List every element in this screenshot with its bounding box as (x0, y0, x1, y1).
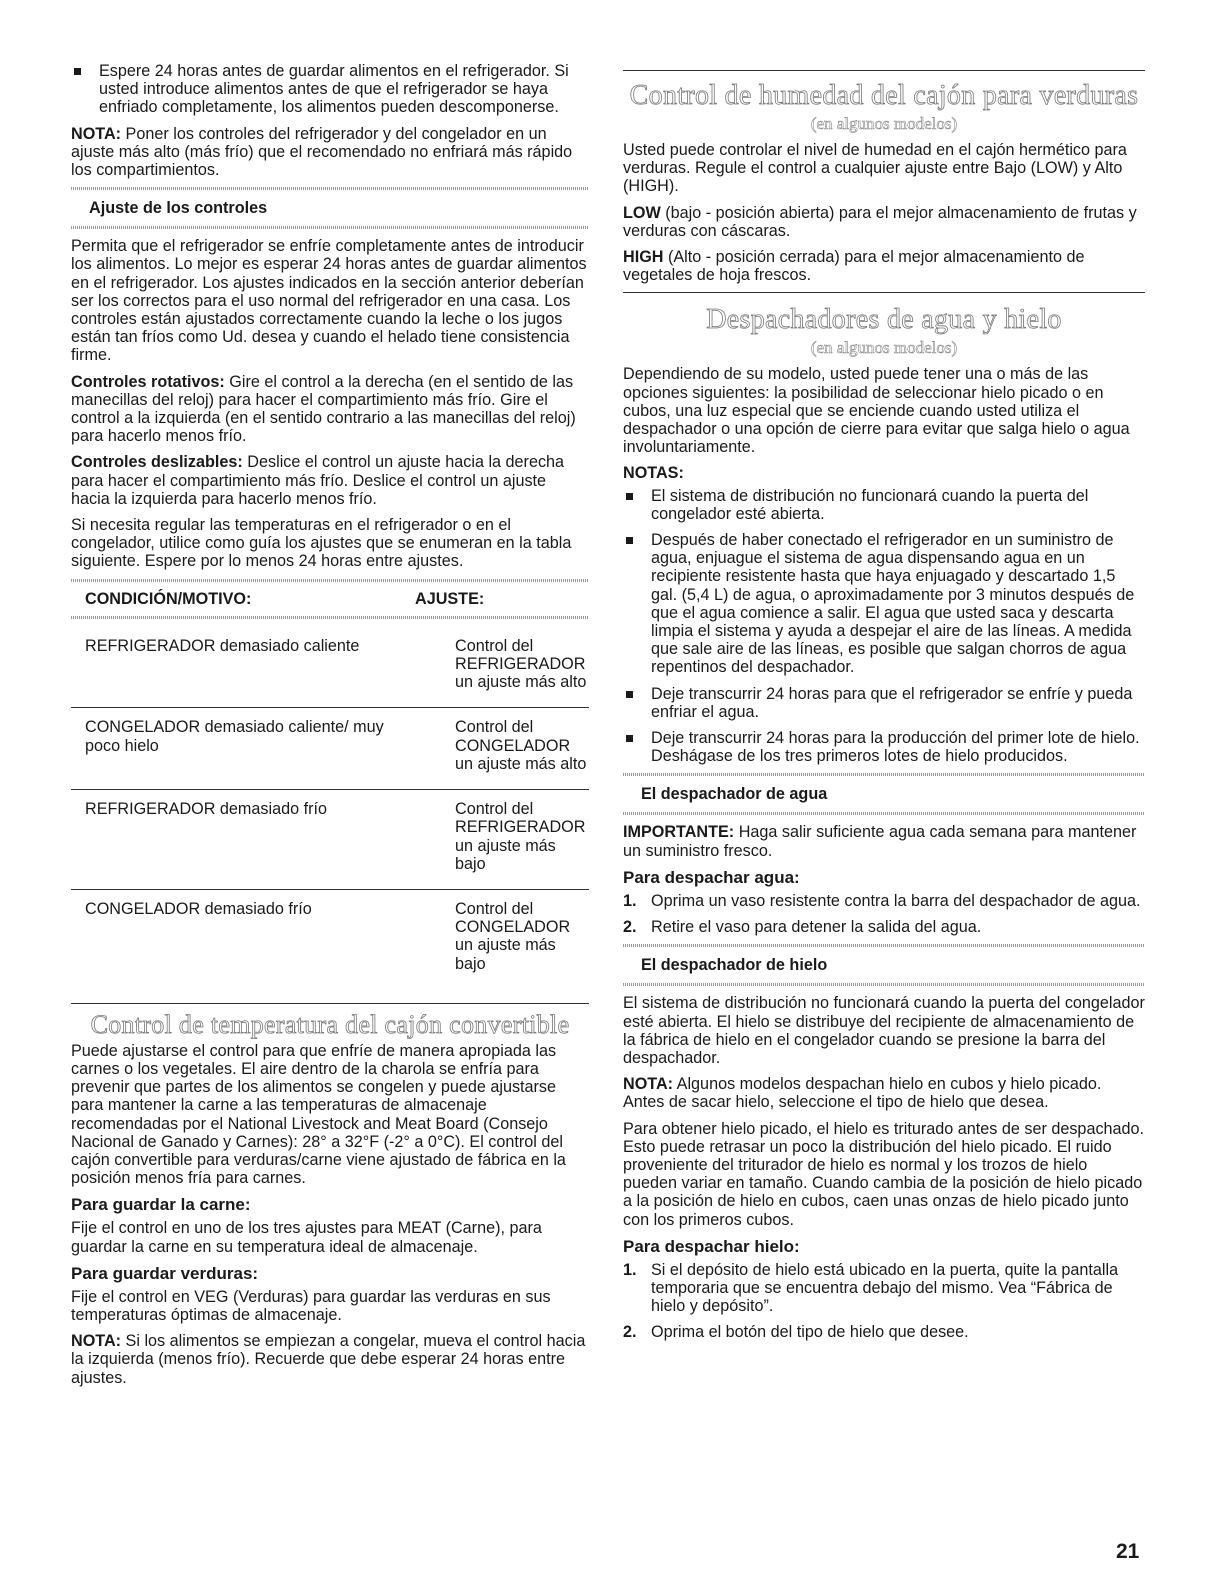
bullet-item (71, 62, 589, 117)
table-cell-ajuste (455, 790, 589, 890)
nota-label: NOTA: (71, 1332, 122, 1351)
dotted-divider (71, 226, 589, 229)
ajuste-line: un ajuste más bajo (455, 836, 556, 873)
deslizables-paragraph (71, 453, 589, 508)
low-label: LOW (623, 203, 661, 222)
nota-label: NOTA: (623, 1075, 674, 1094)
ajuste-line: CONGELADOR (455, 918, 571, 937)
paragraph: Si necesita regular las temperaturas en el refrigerador o en el congelador, utilice como guía los ajustes que se enumeran en la tabla siguiente. Espere por lo menos 24 horas entre ajustes. (71, 516, 572, 571)
despachar-agua-heading: Para despachar agua: (623, 867, 800, 887)
paragraph: Dependiendo de su modelo, usted puede tener una o más de las opciones siguientes: la posibilidad de seleccionar hielo picado o en cubos, una luz especial que se enciende cuando usted utiliza el despachador o una opción de cierre para evitar que salga hielo o agua involuntariamente. (623, 365, 1130, 457)
section-title-convertible: Control de temperatura del cajón convertible (90, 1009, 570, 1039)
step-text: Oprima el botón del tipo de hielo que desee. (651, 1323, 969, 1342)
bullet-item (623, 531, 1145, 677)
page-number: 21 (1116, 1540, 1140, 1563)
dotted-divider (71, 579, 589, 582)
carne-heading: Para guardar la carne: (71, 1195, 251, 1215)
section-rule (623, 70, 1145, 71)
numbered-step (623, 1323, 1145, 1341)
nota-paragraph (71, 125, 589, 180)
table-row (71, 708, 589, 790)
rotativos-paragraph (71, 373, 589, 446)
bullet-item (623, 729, 1145, 765)
section-heading-agua: El despachador de agua (641, 785, 828, 804)
paragraph: Permita que el refrigerador se enfríe completamente antes de introducir los alimentos. Lo mejor es esperar 24 horas antes de guardar alimentos en el refrigerador. Los ajustes indicados en la sección anterior deberían ser los correctos para el uso normal del refrigerador en una casa. Los controles están ajustados correctamente cuando la leche o los jugos están tan fríos como Ud. desea y cuando el helado tiene consistencia firme. (71, 237, 587, 365)
high-paragraph (623, 248, 1145, 284)
table-row (71, 889, 589, 1003)
importante-label: IMPORTANTE: (623, 823, 735, 842)
table-row (71, 790, 589, 890)
nota-text: Poner los controles del refrigerador y del congelador en un ajuste más alto (más frío) que el recomendado no enfriará más rápido los compartimientos. (71, 124, 573, 180)
ajuste-line: un ajuste más alto (455, 754, 587, 773)
despachar-hielo-heading: Para despachar hielo: (623, 1236, 800, 1256)
notas-label (623, 464, 1145, 482)
paragraph: Puede ajustarse el control para que enfríe de manera apropiada las carnes o los vegetales. El aire dentro de la charola se enfría para prevenir que partes de los alimentos se congelen y puede ajustarse para mantener la carne a las temperaturas de almacenaje recomendadas por el National Livestock and Meat Board (Consejo Nacional de Ganado y Carnes): 28° a 32°F (-2° a 0°C). El control del cajón convertible para verduras/carne viene ajustado de fábrica en la posición menos fría para carnes. (71, 1041, 566, 1188)
step-number: 2. (623, 918, 637, 937)
paragraph: Usted puede controlar el nivel de humedad en el cajón hermético para verduras. Regule el control a cualquier ajuste entre Bajo (LOW) y Alto (HIGH). (623, 141, 1127, 196)
bullet-item (623, 685, 1145, 721)
ajuste-line: Control del (455, 800, 534, 819)
table-header-row (71, 590, 589, 608)
nota-text: Si los alimentos se empiezan a congelar, mueva el control hacia la izquierda (menos frío). Recuerde que debe esperar 24 horas entre ajustes. (71, 1332, 586, 1387)
nota-text: Algunos modelos despachan hielo en cubos y hielo picado. Antes de sacar hielo, seleccione el tipo de hielo que desea. (623, 1075, 1102, 1112)
bullet-text: Espere 24 horas antes de guardar alimentos en el refrigerador. Si usted introduce alimentos antes de que el refrigerador se haya enfriado completamente, los alimentos pueden descomponerse. (99, 62, 569, 117)
ajuste-line: un ajuste más bajo (455, 936, 556, 973)
table-cell-condicion: REFRIGERADOR demasiado frío (71, 790, 455, 890)
dotted-divider (623, 812, 1145, 815)
ajuste-line: REFRIGERADOR (455, 655, 586, 674)
controls-table-body (71, 627, 589, 1004)
paragraph: El sistema de distribución no funcionará cuando la puerta del congelador esté abierta. El hielo se distribuye del recipiente de almacenamiento de la fábrica de hielo en el congelador cuando se presione la barra del despachador. (623, 994, 1145, 1067)
paragraph: Fije el control en VEG (Verduras) para guardar las verduras en sus temperaturas óptimas de almacenaje. (71, 1287, 551, 1324)
high-text: (Alto - posición cerrada) para el mejor almacenamiento de vegetales de hoja frescos. (623, 248, 1085, 285)
bullet-item (623, 487, 1145, 523)
deslizables-text: Deslice el control un ajuste hacia la derecha para hacer el compartimiento más frío. Deslice el control un ajuste hacia la izquierda para hacerlo menos frío. (71, 453, 565, 508)
bullet-text: El sistema de distribución no funcionará cuando la puerta del congelador esté abierta. (651, 486, 1089, 523)
table-cell-ajuste (455, 889, 589, 1003)
step-text: Oprima un vaso resistente contra la barra del despachador de agua. (651, 891, 1141, 910)
dotted-divider (623, 944, 1145, 947)
table-header-ajuste: AJUSTE: (415, 589, 485, 608)
table-cell-ajuste (455, 708, 589, 790)
paragraph: Para obtener hielo picado, el hielo es triturado antes de ser despachado. Esto puede retrasar un poco la distribución del hielo picado. El ruido proveniente del triturador de hielo es normal y los trozos de hielo pueden variar en tamaño. Cuando cambia de la posición de hielo picado a la posición de hielo en cubos, caen unas onzas de hielo picado junto con los primeros cubos. (623, 1119, 1145, 1229)
paragraph: Fije el control en uno de los tres ajustes para MEAT (Carne), para guardar la carne en su temperatura ideal de almacenaje. (71, 1219, 542, 1256)
step-text: Retire el vaso para detener la salida del agua. (651, 918, 982, 937)
step-number: 1. (623, 1260, 637, 1279)
section-heading-ajuste: Ajuste de los controles (89, 199, 268, 218)
notas-label-text: NOTAS: (623, 464, 684, 483)
deslizables-label: Controles deslizables: (71, 453, 243, 472)
table-cell-condicion: REFRIGERADOR demasiado caliente (71, 627, 455, 708)
rotativos-label: Controles rotativos: (71, 372, 225, 391)
step-text: Si el depósito de hielo está ubicado en la puerta, quite la pantalla temporaria que se encuentra debajo del mismo. Vea “Fábrica de hielo y depósito”. (651, 1260, 1119, 1316)
ajuste-line: Control del (455, 636, 534, 655)
section-subtitle: (en algunos modelos) (810, 114, 958, 133)
controls-table (71, 590, 589, 608)
numbered-step (623, 892, 1145, 910)
low-paragraph (623, 204, 1145, 240)
table-header-condicion: CONDICIÓN/MOTIVO: (85, 589, 252, 608)
dotted-divider (623, 983, 1145, 986)
table-cell-condicion: CONGELADOR demasiado frío (71, 889, 455, 1003)
rotativos-text: Gire el control a la derecha (en el sentido de las manecillas del reloj) para hacer el compartimiento más frío. Gire el control a la izquierda (en el sentido contrario a las manecillas del reloj) para hacerlo menos frío. (71, 372, 576, 446)
importante-text: Haga salir suficiente agua cada semana para mantener un suministro fresco. (623, 823, 1137, 860)
dotted-divider (71, 187, 589, 190)
step-number: 2. (623, 1323, 637, 1342)
bullet-text: Después de haber conectado el refrigerador en un suministro de agua, enjuague el sistema de agua dispensando agua en un recipiente resistente hasta que haya enjuagado y descartado 1,5 gal. (5,4 L) de agua, o aproximadamente por 3 minutos después de que el agua comience a salir. El agua que usted saca y descarta limpia el sistema y ayuda a despejar el aire de las líneas. A medida que sale aire de las líneas, es posible que salgan chorros de agua repentinos del despachador. (651, 531, 1135, 677)
section-title-humedad: Control de humedad del cajón para verduras (629, 80, 1139, 111)
ajuste-line: REFRIGERADOR (455, 818, 586, 837)
nota-label: NOTA: (71, 124, 122, 143)
table-cell-condicion: CONGELADOR demasiado caliente/ muy poco hielo (71, 708, 455, 790)
left-column (71, 62, 589, 1395)
step-number: 1. (623, 891, 637, 910)
ajuste-line: un ajuste más alto (455, 673, 587, 692)
dotted-divider (71, 616, 589, 619)
high-label: HIGH (623, 248, 664, 267)
section-title-despachadores: Despachadores de agua y hielo (706, 304, 1062, 336)
importante-paragraph (623, 823, 1145, 859)
table-row (71, 627, 589, 708)
ajuste-line: Control del (455, 899, 534, 918)
nota-paragraph (71, 1332, 589, 1387)
bullet-text: Deje transcurrir 24 horas para que el refrigerador se enfríe y pueda enfriar el agua. (651, 684, 1133, 721)
right-column (623, 62, 1145, 1350)
verduras-heading: Para guardar verduras: (71, 1263, 259, 1283)
low-text: (bajo - posición abierta) para el mejor almacenamiento de frutas y verduras con cáscaras. (623, 203, 1137, 240)
section-rule (623, 292, 1145, 293)
section-heading-hielo: El despachador de hielo (641, 956, 828, 975)
numbered-step (623, 1261, 1145, 1316)
dotted-divider (623, 773, 1145, 776)
nota-paragraph (623, 1075, 1145, 1111)
bullet-text: Deje transcurrir 24 horas para la producción del primer lote de hielo. Deshágase de los tres primeros lotes de hielo producidos. (651, 729, 1140, 766)
numbered-step (623, 918, 1145, 936)
table-cell-ajuste (455, 627, 589, 708)
ajuste-line: CONGELADOR (455, 736, 571, 755)
ajuste-line: Control del (455, 718, 534, 737)
section-subtitle: (en algunos modelos) (810, 338, 958, 358)
